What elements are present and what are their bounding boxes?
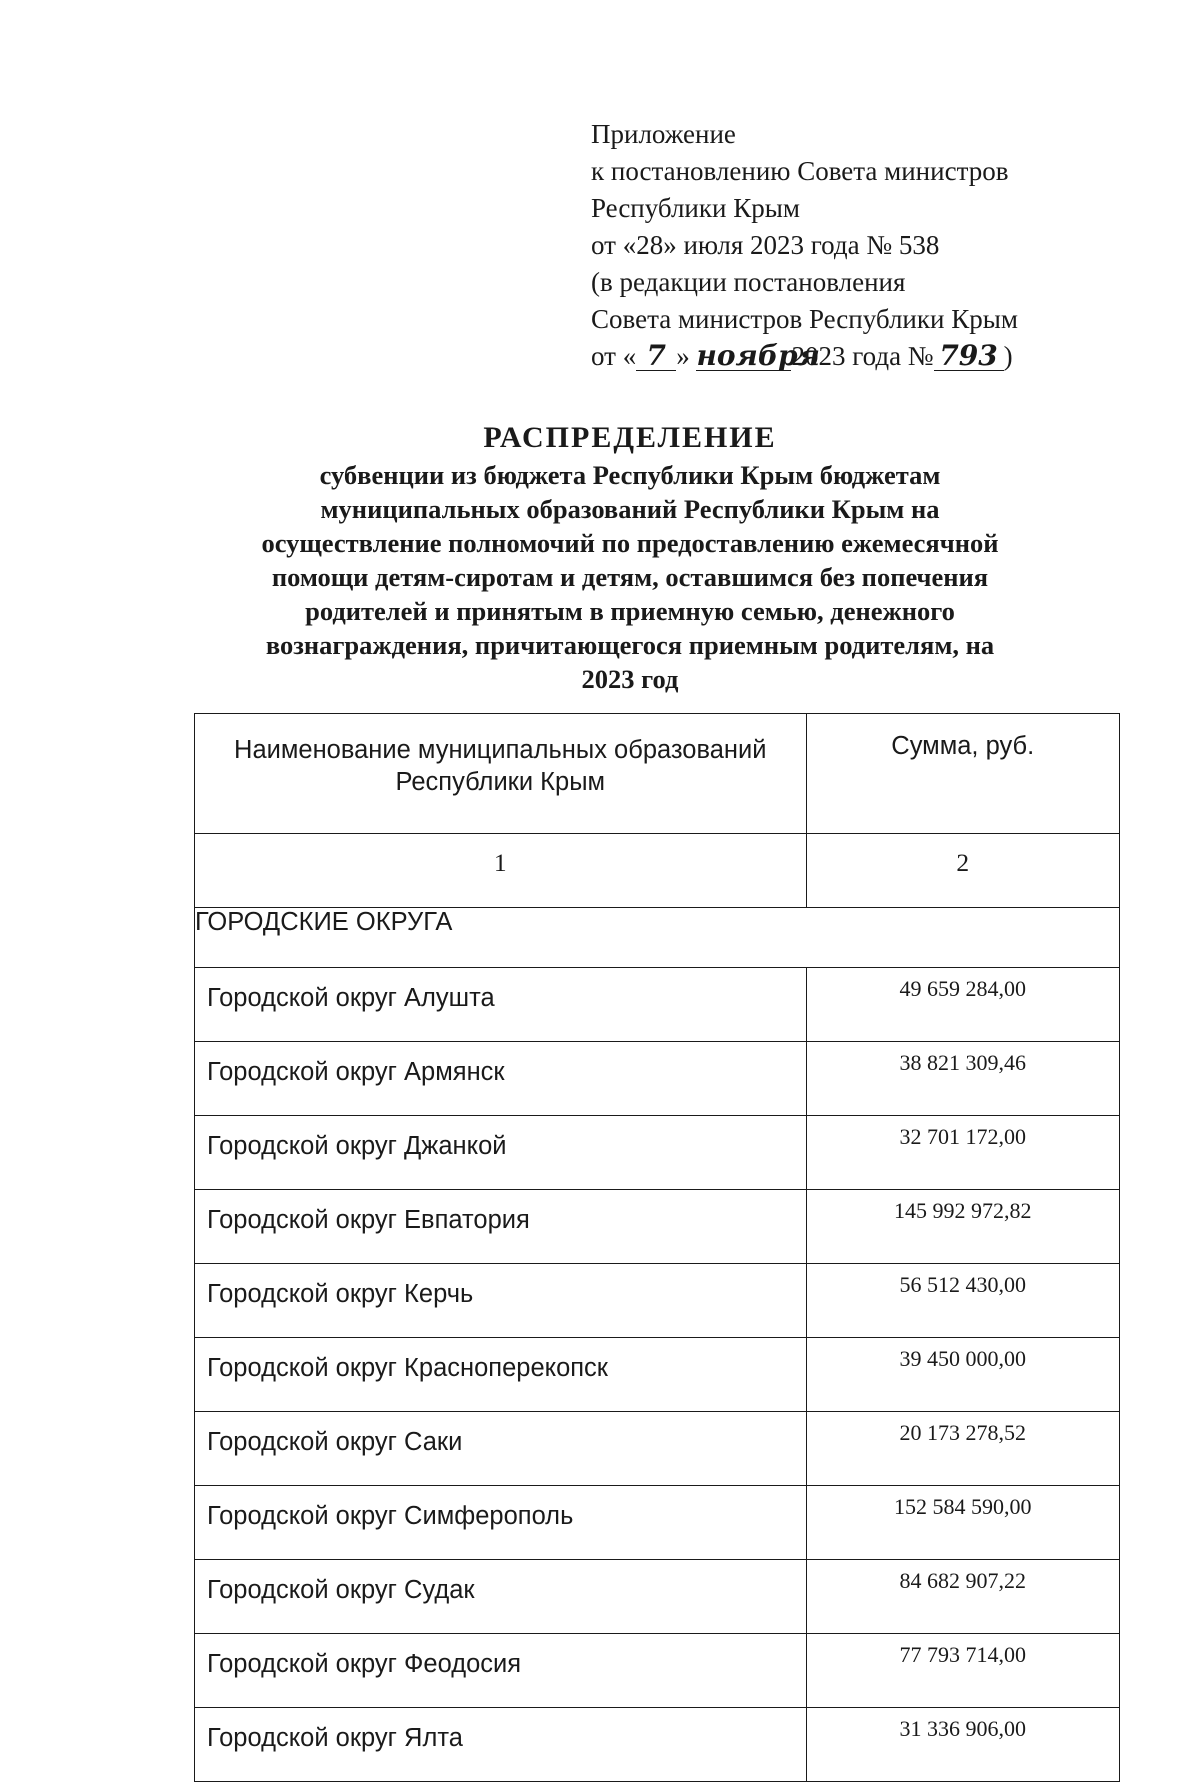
table-row: [195, 1338, 1120, 1412]
table-header-row: [195, 714, 1120, 834]
amount-value: 152 584 590,00: [806, 1486, 1119, 1560]
annex-line: (в редакции постановления: [591, 267, 906, 297]
municipality-name: Городской округ Симферополь: [195, 1486, 807, 1560]
amount-value: 20 173 278,52: [806, 1412, 1119, 1486]
date-mid: »: [676, 341, 690, 371]
table-row: [195, 1264, 1120, 1338]
subtitle-line: осуществление полномочий по предоставлению ежемесячной: [261, 528, 999, 558]
handwritten-number: 793: [934, 342, 1004, 371]
document-title: РАСПРЕДЕЛЕНИЕ: [483, 421, 777, 454]
amount-value: 38 821 309,46: [806, 1042, 1119, 1116]
document-subtitle: [200, 458, 1060, 696]
amount-value: 49 659 284,00: [806, 968, 1119, 1042]
table-row: [195, 1042, 1120, 1116]
subtitle-line: помощи детям-сиротам и детям, оставшимся без попечения: [271, 562, 989, 592]
amount-value: 56 512 430,00: [806, 1264, 1119, 1338]
close-paren: ): [1003, 341, 1013, 371]
table-row: [195, 1560, 1120, 1634]
municipality-name: Городской округ Саки: [195, 1412, 807, 1486]
annex-line: Приложение: [591, 119, 736, 149]
header-municipality: [195, 714, 807, 834]
column-number: 2: [806, 834, 1119, 908]
amount-value: 145 992 972,82: [806, 1190, 1119, 1264]
header-line: Республики Крым: [395, 768, 606, 796]
subtitle-line: вознаграждения, причитающегося приемным родителям, на: [265, 630, 995, 660]
municipality-name: Городской округ Армянск: [195, 1042, 807, 1116]
municipality-name: Городской округ Алушта: [195, 968, 807, 1042]
municipality-name: Городской округ Ялта: [195, 1708, 807, 1782]
title-block: [200, 418, 1060, 696]
annex-line: от «28» июля 2023 года № 538: [591, 230, 940, 260]
municipality-name: Городской округ Керчь: [195, 1264, 807, 1338]
table-row: [195, 1486, 1120, 1560]
date-prefix: от «: [591, 341, 637, 371]
amount-value: 31 336 906,00: [806, 1708, 1119, 1782]
handwritten-day: 7: [636, 342, 676, 371]
municipality-name: Городской округ Красноперекопск: [195, 1338, 807, 1412]
date-year: 2023 года №: [791, 341, 934, 371]
group-label: ГОРОДСКИЕ ОКРУГА: [195, 908, 1120, 968]
amount-value: 39 450 000,00: [806, 1338, 1119, 1412]
annex-line: Совета министров Республики Крым: [591, 304, 1018, 334]
subtitle-line: муниципальных образований Республики Крым на: [320, 494, 940, 524]
amount-value: 32 701 172,00: [806, 1116, 1119, 1190]
annex-block: [591, 116, 1018, 375]
municipality-name: Городской округ Судак: [195, 1560, 807, 1634]
column-number-row: [195, 834, 1120, 908]
municipality-name: Городской округ Феодосия: [195, 1634, 807, 1708]
column-number: 1: [195, 834, 807, 908]
subtitle-line: родителей и принятым в приемную семью, денежного: [305, 596, 955, 626]
table-row: [195, 968, 1120, 1042]
annex-line: Республики Крым: [591, 193, 800, 223]
table-row: [195, 1116, 1120, 1190]
amount-value: 77 793 714,00: [806, 1634, 1119, 1708]
municipality-name: Городской округ Джанкой: [195, 1116, 807, 1190]
group-row: [195, 908, 1120, 968]
amount-value: 84 682 907,22: [806, 1560, 1119, 1634]
annex-amendment-date: [591, 338, 1018, 375]
table-row: [195, 1634, 1120, 1708]
table-row: [195, 1190, 1120, 1264]
table-row: [195, 1412, 1120, 1486]
subtitle-line: 2023 год: [581, 664, 679, 694]
municipality-name: Городской округ Евпатория: [195, 1190, 807, 1264]
annex-line: к постановлению Совета министров: [591, 156, 1009, 186]
header-amount: Сумма, руб.: [806, 714, 1119, 834]
header-line: Наименование муниципальных образований: [234, 736, 767, 764]
distribution-table: [194, 713, 1120, 1782]
handwritten-month: ноября: [696, 339, 820, 372]
subtitle-line: субвенции из бюджета Республики Крым бюджетам: [319, 460, 941, 490]
table-row: [195, 1708, 1120, 1782]
